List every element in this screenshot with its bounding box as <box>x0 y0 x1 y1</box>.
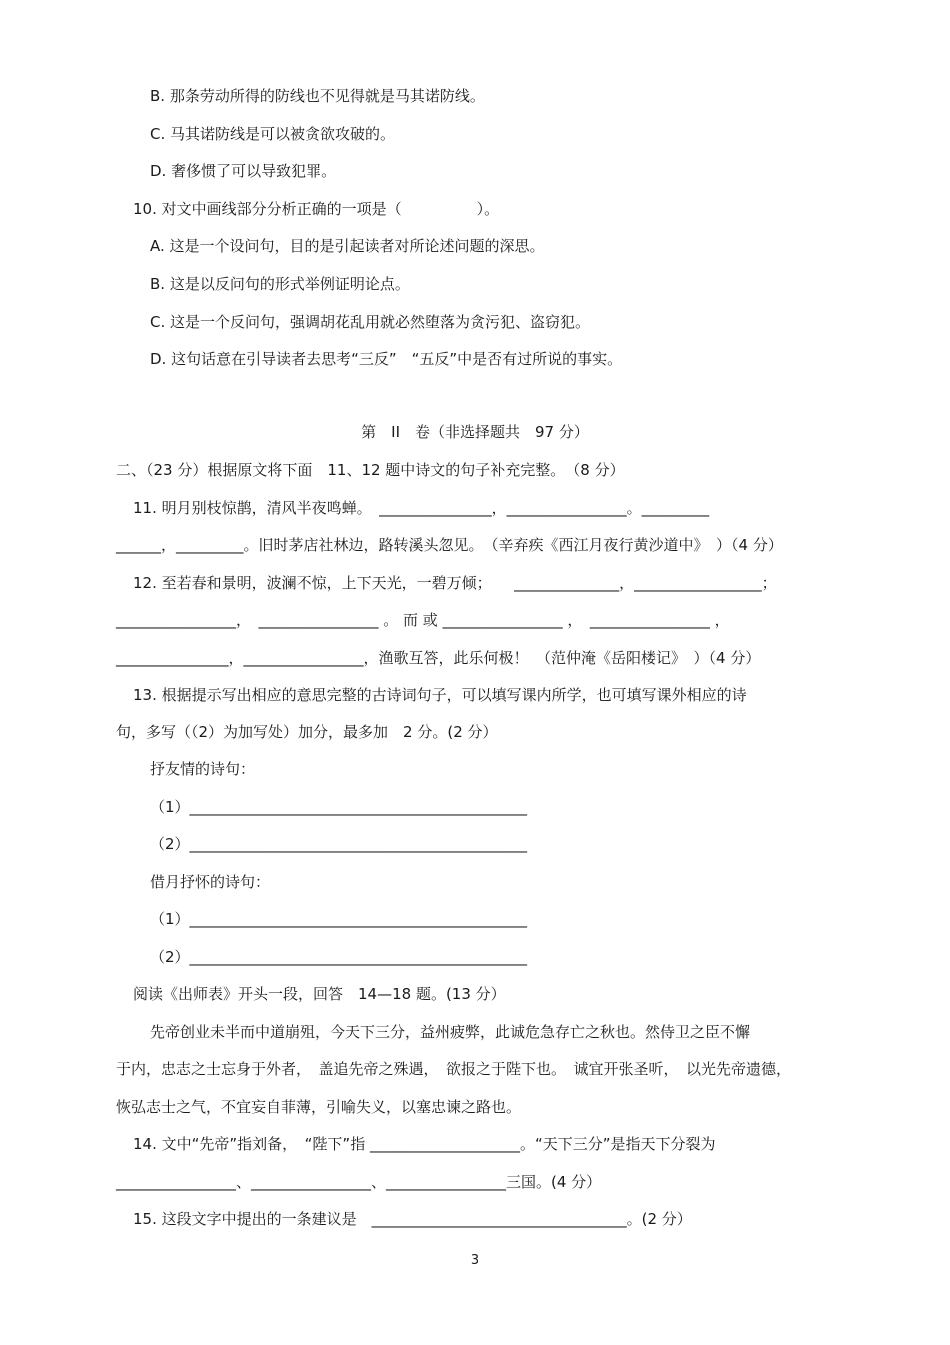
reading-instruction: 阅读《出师表》开头一段，回答 14—18 题。(13 分） <box>133 985 506 1003</box>
question-12-cont-2: _______________，________________，渔歌互答，此乐何极！ （范仲淹《岳阳楼记》 ）（4 分） <box>116 649 761 667</box>
passage-line-1: 先帝创业未半而中道崩殂，今天下三分，益州疲弊，此诚危急存亡之秋也。然侍卫之臣不懈 <box>150 1023 751 1041</box>
friendship-prompt: 抒友情的诗句： <box>150 760 256 778</box>
q10-option-a: A. 这是一个设问句，目的是引起读者对所论述问题的深思。 <box>150 237 545 255</box>
passage-line-3: 恢弘志士之气，不宜妄自菲薄，引喻失义，以塞忠谏之路也。 <box>116 1098 522 1116</box>
q10-option-d: D. 这句话意在引导读者去思考“三反” “五反”中是否有过所说的事实。 <box>150 350 623 368</box>
q10-option-b: B. 这是以反问句的形式举例证明论点。 <box>150 275 410 293</box>
page-number: 3 <box>470 1253 480 1268</box>
moon-prompt: 借月抒怀的诗句： <box>150 873 271 891</box>
section-heading: 第 II 卷（非选择题共 97 分） <box>361 423 589 441</box>
question-13-cont: 句，多写（（2）为加写处）加分，最多加 2 分。(2 分） <box>116 723 498 741</box>
question-12: 12. 至若春和景明，波澜不惊，上下天光，一碧万倾； ______________，_________________； <box>133 574 777 592</box>
passage-line-2: 于内，忠志之士忘身于外者， 盖追先帝之殊遇， 欲报之于陛下也。 诚宜开张圣听， 以光先帝遗德， <box>116 1060 792 1078</box>
option-b-line: B. 那条劳动所得的防线也不见得就是马其诺防线。 <box>150 87 485 105</box>
question-14: 14. 文中“先帝”指刘备， “陛下”指 ____________________。“天下三分”是指天下分裂为 <box>133 1135 716 1153</box>
moon-answer-1: （1）_____________________________________________ <box>150 910 528 928</box>
option-c-line: C. 马其诺防线是可以被贪欲攻破的。 <box>150 125 396 143</box>
question-15: 15. 这段文字中提出的一条建议是 __________________________________。(2 分） <box>133 1210 692 1228</box>
option-d-line: D. 奢侈惯了可以导致犯罪。 <box>150 162 337 180</box>
question-11-cont: ______，_________。旧时茅店社林边，路转溪头忽见。 （辛弃疾《西江月夜行黄沙道中》 ）（4 分） <box>116 536 783 554</box>
question-11: 11. 明月别枝惊鹊，清风半夜鸣蝉。 _______________，________________。_________ <box>133 499 710 517</box>
question-12-cont-1: ________________， ________________ 。 而 或 ________________ ， ________________ ， <box>116 611 730 629</box>
question-13: 13. 根据提示写出相应的意思完整的古诗词句子，可以填写课内所学，也可填写课外相应的诗 <box>133 686 747 704</box>
part-two-instruction: 二、（23 分）根据原文将下面 11、12 题中诗文的句子补充完整。 （8 分） <box>116 461 625 479</box>
moon-answer-2: （2）_____________________________________________ <box>150 948 528 966</box>
friendship-answer-1: （1）_____________________________________________ <box>150 798 528 816</box>
friendship-answer-2: （2）_____________________________________________ <box>150 835 528 853</box>
q10-option-c: C. 这是一个反问句，强调胡花乱用就必然堕落为贪污犯、盗窃犯。 <box>150 313 591 331</box>
question-14-cont: ________________、________________、________________三国。(4 分） <box>116 1173 602 1191</box>
question-10: 10. 对文中画线部分分析正确的一项是（ ）。 <box>133 200 500 218</box>
